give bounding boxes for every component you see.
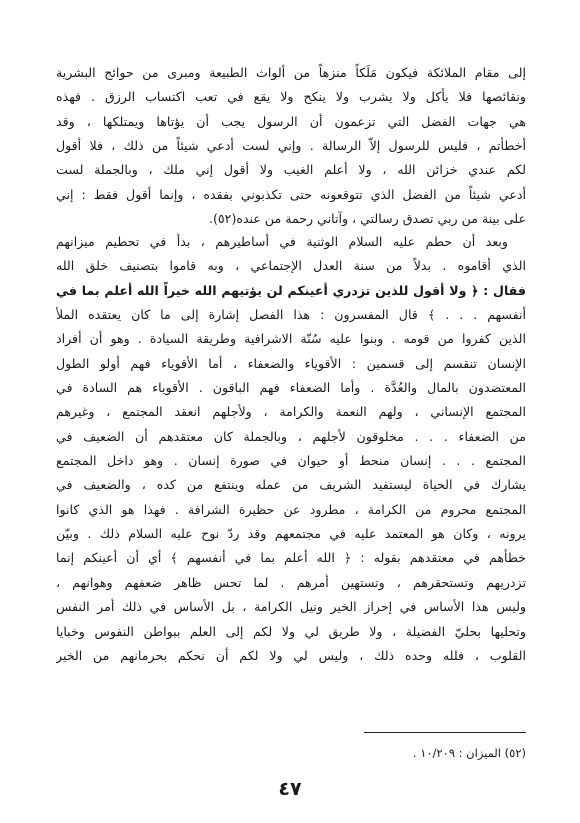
text-line: وليس هذا الأساس في إحراز الخير ونيل الكرامة ، بل الأساس في ذلك أمر النفس xyxy=(56,599,526,615)
text-line: وبعد أن حطم عليه السلام الوثنية في أساطيرهم ، بدأ في تحطيم ميزانهم xyxy=(56,234,508,249)
footnote-divider xyxy=(364,732,526,733)
text-line: الإنسان تنقسم إلى قسمين : الأقوياء والضعفاء ، أما الأقوياء فهم أولو الطول xyxy=(56,355,526,371)
text-line: وتحليها بحليّ الفضيلة ، ولا طريق لي ولا لكم إلى العلم ببواطن النفوس وخبايا xyxy=(56,623,526,639)
text-line: المجتمع محروم من الكرامة ، مطرود عن حظيرة الشرافة . فهذا هو الذي كانوا xyxy=(56,501,526,517)
text-line: على بينة من ربي تصدق رسالتي ، وآتاني رحمة من عنده(٥٢). xyxy=(208,211,526,227)
text-line: أنفسهم . . . ﴾ قال المفسرون : هذا الفصل إشارة إلى ما كان يعتقده الملأ xyxy=(56,307,526,323)
paragraph-2 xyxy=(56,230,526,668)
page-number: ٤٧ xyxy=(278,778,302,800)
text-line: القلوب ، فلله وحده ذلك ، وليس لي ولا لكم أن نحكم بحرمانهم من الخير xyxy=(56,647,526,663)
text-line: لكم عندي خزائن الله ، ولا أعلم الغيب ولا أقول إني ملك ، وبالجملة لست xyxy=(56,162,526,178)
text-line: ونقائصها فلا يأكل ولا يشرب ولا ينكح ولا يقع في تعب اكتساب الرزق . فهذه xyxy=(56,89,526,105)
text-line: يرونه ، وكان هو المعتمد عليه في مجتمعهم وقد ردّ نوح عليه السلام ذلك . وبيّن xyxy=(56,526,526,542)
text-line: خطأهم في معتقدهم بقوله : ﴿ الله أعلم بما في أنفسهم ﴾ أي أن أعينكم إنما xyxy=(56,550,526,566)
footnote: (٥٢) الميزان : ١٠/٢٠٩ . xyxy=(412,746,526,760)
text-line: هي جهات الفضل التي تزعمون أن الرسول يجب أن يؤتاها ويمتلكها ، وقد xyxy=(56,113,526,129)
text-line: المعتضدون بالمال والعُدَّة . وأما الضعفاء فهم الباقون . الأقوياء هم السادة في xyxy=(56,380,526,396)
quran-quote-line: فقال : ﴿ ولا أقول للذين تزدري أعينكم لن يؤتيهم الله خيراً الله أعلم بما في xyxy=(56,282,526,298)
paragraph-1 xyxy=(56,61,526,231)
text-line: يشارك في الحياة ليستفيد الشريف من عمله وينتفع من كده ، والضعيف في xyxy=(56,477,526,493)
text-line: تزدريهم وتستحقرهم ، وتستهين أمرهم . لما تحس ظاهر ضعفهم وهوانهم ، xyxy=(56,574,526,590)
text-line: أدعي شيئاً من الفضل الذي تتوقعونه حتى تكذبوني بفقده ، وإنما أقول فقط : إني xyxy=(56,186,526,202)
text-line: الذين كفروا من قومه . وبنوا عليه سُنّة الاشرافية وطريقة السيادة . وهو أن أفراد xyxy=(56,331,526,347)
text-line: المجتمع . . . إنسان منحط أو حيوان في صورة إنسان . وهو داخل المجتمع xyxy=(56,453,526,469)
text-line: إلى مقام الملائكة فيكون مَلَكاً منزهاً من ألواث الطبيعة ومبرى من حوائج البشرية xyxy=(56,65,526,80)
text-line: المجتمع الإنساني ، ولهم النعمة والكرامة ، ولأجلهم انعقد المجتمع ، وغيرهم xyxy=(56,404,526,420)
text-line: الذي أقاموه . بدلاً من سنة العدل الإجتماعي ، وبه قاموا بتصنيف خلق الله xyxy=(56,258,526,274)
text-line: أخطأتم ، فليس للرسول إلاّ الرسالة . وإني لست أدعي شيئاً من ذلك ، فلا أقول xyxy=(56,138,526,154)
text-line: من الضعفاء . . . مخلوقون لأجلهم ، وبالجملة كان معتقدهم أن الضعيف في xyxy=(56,428,526,444)
